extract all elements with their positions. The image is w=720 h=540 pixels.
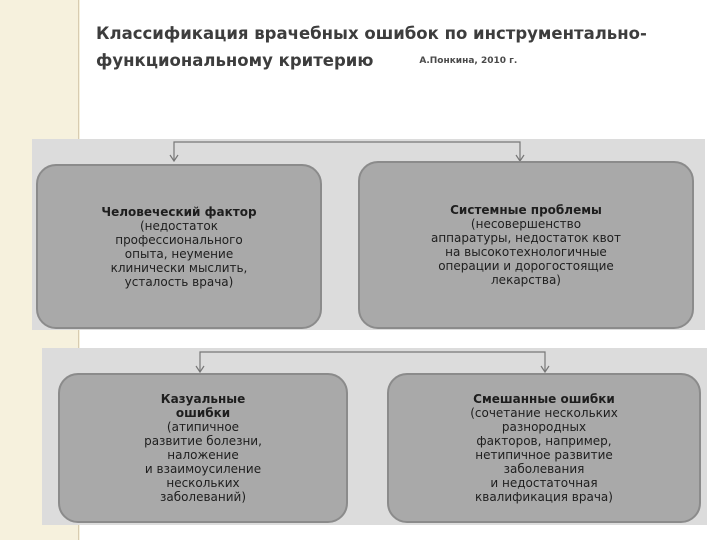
- connector-bottom-line: [200, 352, 545, 372]
- title-line-1: Классификация врачебных ошибок по инструментально-: [96, 24, 647, 43]
- system-problems-box: [358, 161, 694, 329]
- casual-errors-description: (атипичное развитие болезни, наложение и взаимоусиление нескольких заболеваний): [144, 420, 262, 504]
- system-problems-description: (несовершенство аппаратуры, недостаток квот на высокотехнологичные операции и дорогостоящие лекарства): [430, 217, 622, 287]
- diagram-panel-bottom: [42, 348, 707, 525]
- mixed-errors-title: Смешанные ошибки: [473, 392, 615, 406]
- human-factor-title: Человеческий фактор: [101, 204, 257, 219]
- casual-errors-box: [58, 373, 348, 523]
- human-factor-box: [36, 164, 322, 329]
- system-problems-title: Системные проблемы: [450, 203, 602, 217]
- author-credit: А.Понкина, 2010 г.: [419, 56, 518, 66]
- title-line-2-text: функциональному критерию: [96, 51, 374, 70]
- slide-title: [96, 20, 696, 75]
- title-line-2: [96, 47, 696, 75]
- connector-top-line: [174, 142, 520, 161]
- mixed-errors-description: (сочетание нескольких разнородных факторов, например, нетипичное развитие заболевания и недостаточная квалификация врача): [470, 406, 618, 504]
- diagram-panel-top: [32, 139, 705, 330]
- casual-errors-title: Казуальные ошибки: [160, 392, 246, 420]
- mixed-errors-box: [387, 373, 701, 523]
- human-factor-description: (недостаток профессионального опыта, неумение клинически мыслить, усталость врача): [110, 218, 248, 289]
